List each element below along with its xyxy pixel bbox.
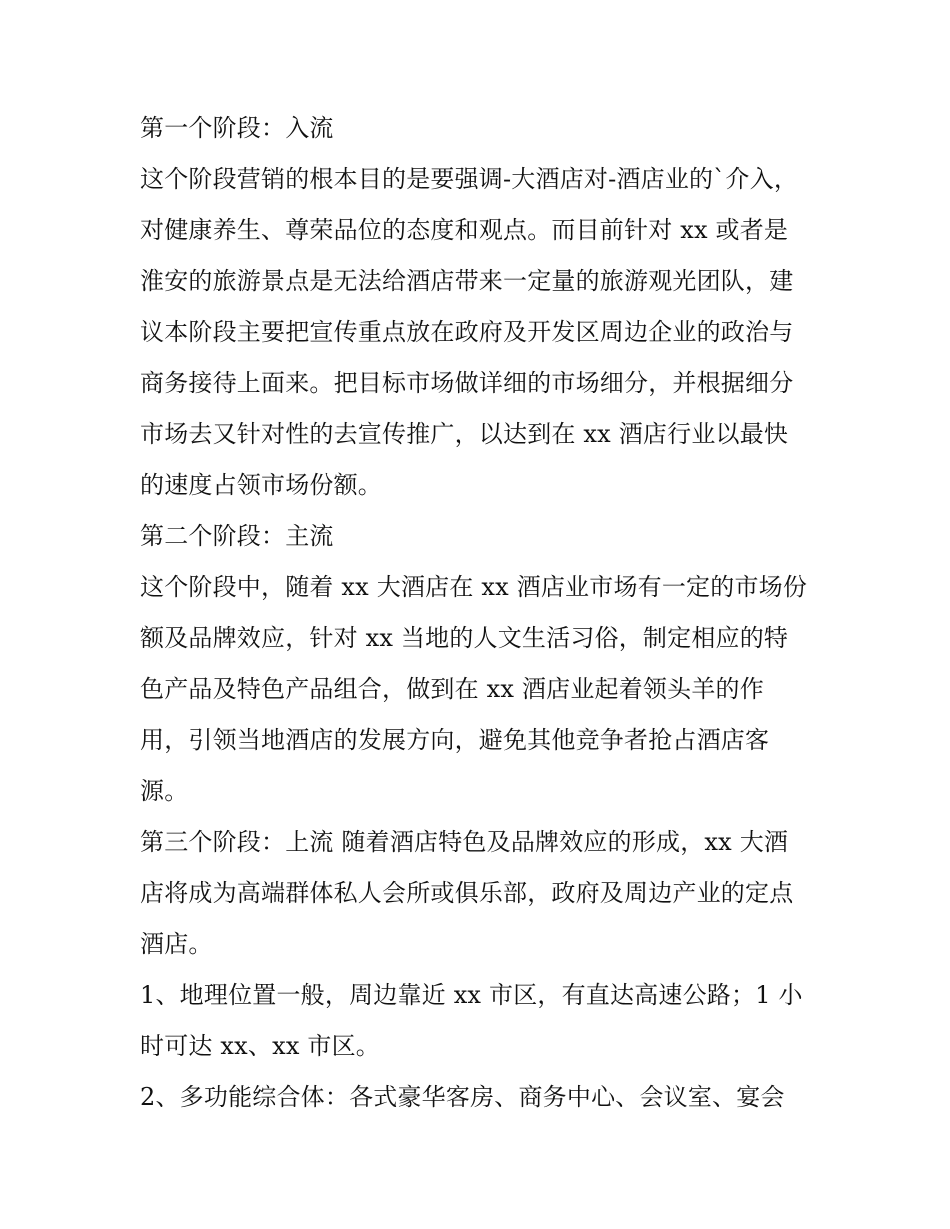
text-line: 第三个阶段：上流 随着酒店特色及品牌效应的形成，xx 大酒 bbox=[140, 828, 789, 856]
text-line: 商务接待上面来。把目标市场做详细的市场细分，并根据细分 bbox=[140, 369, 794, 397]
text-line: 源。 bbox=[140, 777, 189, 805]
text-line: 这个阶段营销的根本目的是要强调-大酒店对-酒店业的`介入， bbox=[140, 165, 799, 193]
text-line: 酒店。 bbox=[140, 930, 213, 958]
text-line: 色产品及特色产品组合，做到在 xx 酒店业起着领头羊的作 bbox=[140, 675, 764, 703]
text-line: 时可达 xx、xx 市区。 bbox=[140, 1032, 380, 1060]
text-line: 淮安的旅游景点是无法给酒店带来一定量的旅游观光团队，建 bbox=[140, 267, 794, 295]
text-line: 2、多功能综合体：各式豪华客房、商务中心、会议室、宴会 bbox=[140, 1083, 785, 1111]
text-line: 店将成为高端群体私人会所或俱乐部，政府及周边产业的定点 bbox=[140, 879, 794, 907]
text-line: 第二个阶段：主流 bbox=[140, 522, 334, 550]
text-line: 议本阶段主要把宣传重点放在政府及开发区周边企业的政治与 bbox=[140, 318, 794, 346]
text-line: 额及品牌效应，针对 xx 当地的人文生活习俗，制定相应的特 bbox=[140, 624, 789, 652]
text-line: 第一个阶段：入流 bbox=[140, 114, 334, 142]
text-line: 的速度占领市场份额。 bbox=[140, 471, 382, 499]
text-line: 这个阶段中，随着 xx 大酒店在 xx 酒店业市场有一定的市场份 bbox=[140, 573, 808, 601]
text-line: 用，引领当地酒店的发展方向，避免其他竞争者抢占酒店客 bbox=[140, 726, 770, 754]
text-line: 1、地理位置一般，周边靠近 xx 市区，有直达高速公路；1 小 bbox=[140, 981, 803, 1009]
text-line: 市场去又针对性的去宣传推广，以达到在 xx 酒店行业以最快 bbox=[140, 420, 789, 448]
text-line: 对健康养生、尊荣品位的态度和观点。而目前针对 xx 或者是 bbox=[140, 216, 789, 244]
